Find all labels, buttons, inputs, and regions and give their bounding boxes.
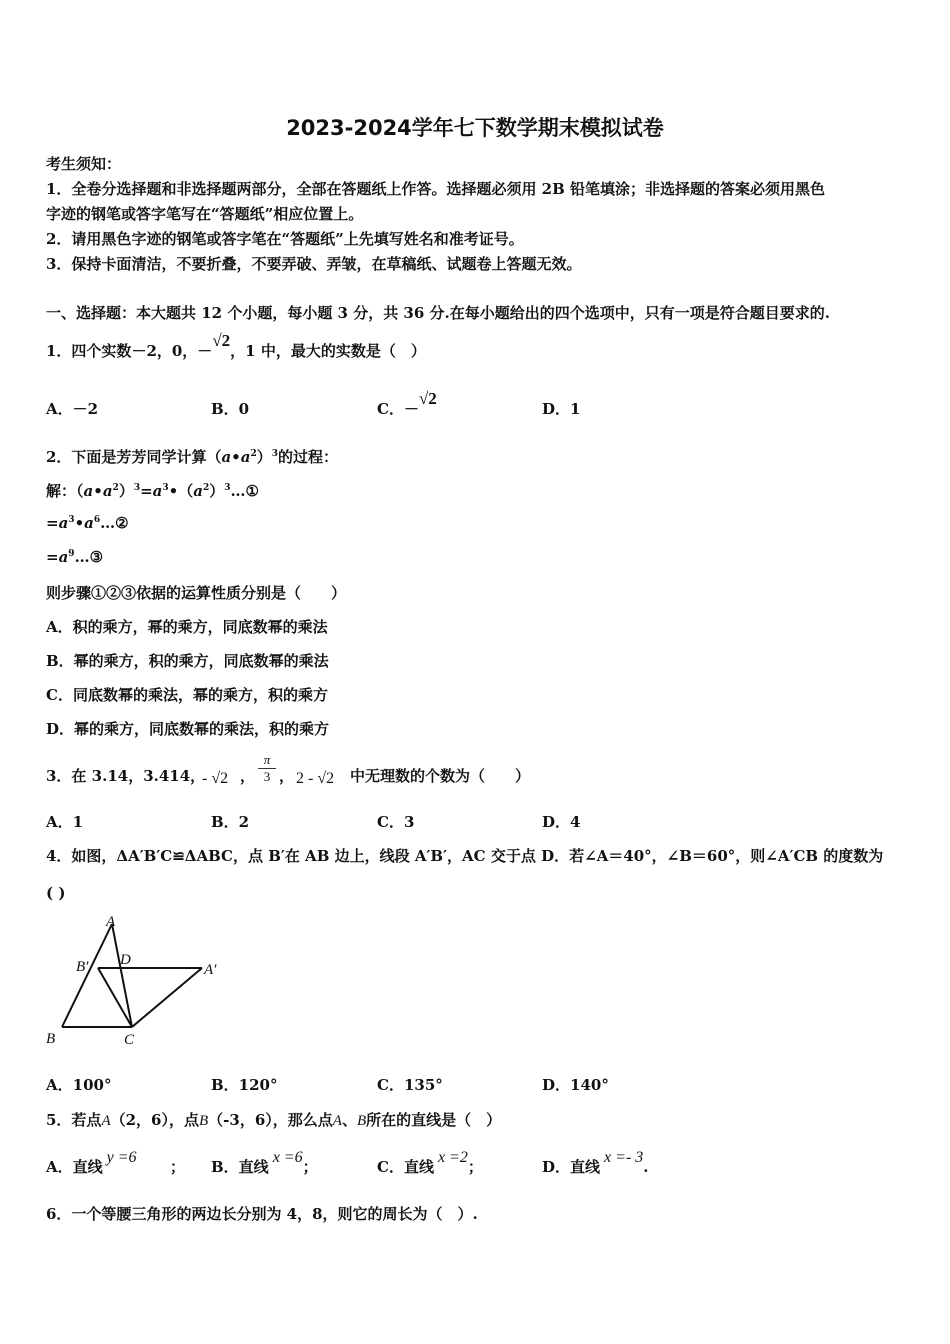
notice-heading: 考生须知： [46, 155, 122, 173]
q4-option-c[interactable]: C．135° [377, 1076, 443, 1094]
q2-option-c[interactable]: C．同底数幂的乘法，幂的乘方，积的乘方 [46, 686, 328, 704]
label-B: B [46, 1031, 56, 1047]
q3-option-d[interactable]: D．4 [542, 813, 581, 831]
sqrt-2: √2 [212, 331, 231, 350]
q5-stem: 5．若点A（2，6），点B（-3，6），那么点A、B所在的直线是（ ） [46, 1111, 502, 1129]
label-A: A [106, 914, 116, 930]
section-heading: 一、选择题：本大题共 12 个小题，每小题 3 分，共 36 分.在每小题给出的四个选项中，只有一项是符合题目要求的. [46, 304, 830, 322]
q2-option-b[interactable]: B．幂的乘方，积的乘方，同底数幂的乘法 [46, 652, 329, 670]
label-D: D [120, 952, 131, 968]
q5-option-b[interactable]: B．直线x =6； [211, 1149, 318, 1176]
q1-option-a[interactable]: A．－2 [46, 400, 99, 418]
figure-lines [62, 924, 202, 1027]
notice-item-1-cont: 字迹的钢笔或答字笔写在“答题纸”相应位置上。 [46, 205, 364, 223]
q2-step-2: $=a^3•a^6\dots ②$ [46, 514, 129, 532]
q4-triangle-figure [40, 912, 240, 1052]
q4-option-d[interactable]: D．140° [542, 1076, 609, 1094]
q5-option-c[interactable]: C．直线x =2； [377, 1149, 483, 1176]
q3-option-a[interactable]: A．1 [46, 813, 84, 831]
label-C: C [124, 1032, 135, 1048]
q3-stem-b: 中无理数的个数为（ ） [350, 767, 531, 785]
sqrt-2: √2 [418, 389, 437, 408]
q4-option-a[interactable]: A．100° [46, 1076, 112, 1094]
notice-item-3: 3．保持卡面清洁，不要折叠，不要弄破、弄皱，在草稿纸、试题卷上答题无效。 [46, 255, 582, 273]
q5-option-d[interactable]: D．直线x =- 3. [542, 1149, 649, 1176]
q5-option-a-end: ； [170, 1158, 186, 1176]
q4-option-b[interactable]: B．120° [211, 1076, 278, 1094]
q3-stem-a: 3．在 3.14，3.414， [46, 767, 206, 785]
notice-item-1: 1．全卷分选择题和非选择题两部分，全部在答题纸上作答。选择题必须用 2B 铅笔填涂；非选择题的答案必须用黑色 [46, 180, 826, 198]
q3-comma: ， [240, 767, 256, 785]
label-B-prime: B′ [76, 959, 89, 975]
q3-two-minus-sqrt2: 2 - √2 [296, 770, 335, 787]
q4-paren: ( ) [46, 884, 66, 902]
label-A-prime: A′ [204, 962, 217, 978]
q3-comma: ， [279, 767, 295, 785]
q3-neg-sqrt2: - √2 [202, 770, 229, 787]
q2-option-d[interactable]: D．幂的乘方，同底数幂的乘法，积的乘方 [46, 720, 330, 738]
q1-option-c[interactable]: C．－√2 [377, 389, 437, 418]
q1-stem: 1．四个实数－2，0，－√2，1 中，最大的实数是（ ） [46, 331, 426, 360]
q4-stem: 4．如图，ΔA′B′C≌ΔABC，点 B′在 AB 边上，线段 A′B′，AC 交于点 D．若∠A＝40°，∠B＝60°，则∠A′CB 的度数为 [46, 847, 884, 865]
q2-step-1: 解：$(a•a^2)^3=a^3•(a^2)^3\dots ①$ [46, 482, 259, 500]
q5-option-a[interactable]: A．直线y =6 [46, 1149, 137, 1176]
q2-stem: 2．下面是芳芳同学计算$(a•a^2)^3$的过程： [46, 448, 339, 466]
q3-option-c[interactable]: C．3 [377, 813, 415, 831]
q3-pi-over-3: π 3 [258, 752, 276, 785]
q1-option-d[interactable]: D．1 [542, 400, 581, 418]
q6-stem: 6．一个等腰三角形的两边长分别为 4，8，则它的周长为（ ）. [46, 1205, 478, 1223]
q2-ask: 则步骤①②③依据的运算性质分别是（ ） [46, 584, 347, 602]
q2-step-3: $=a^9\dots ③$ [46, 548, 104, 566]
page-title: 2023-2024学年七下数学期末模拟试卷 [286, 116, 664, 140]
q1-option-b[interactable]: B．0 [211, 400, 250, 418]
q3-option-b[interactable]: B．2 [211, 813, 250, 831]
q2-option-a[interactable]: A．积的乘方，幂的乘方，同底数幂的乘法 [46, 618, 328, 636]
notice-item-2: 2．请用黑色字迹的钢笔或答字笔在“答题纸”上先填写姓名和准考证号。 [46, 230, 524, 248]
